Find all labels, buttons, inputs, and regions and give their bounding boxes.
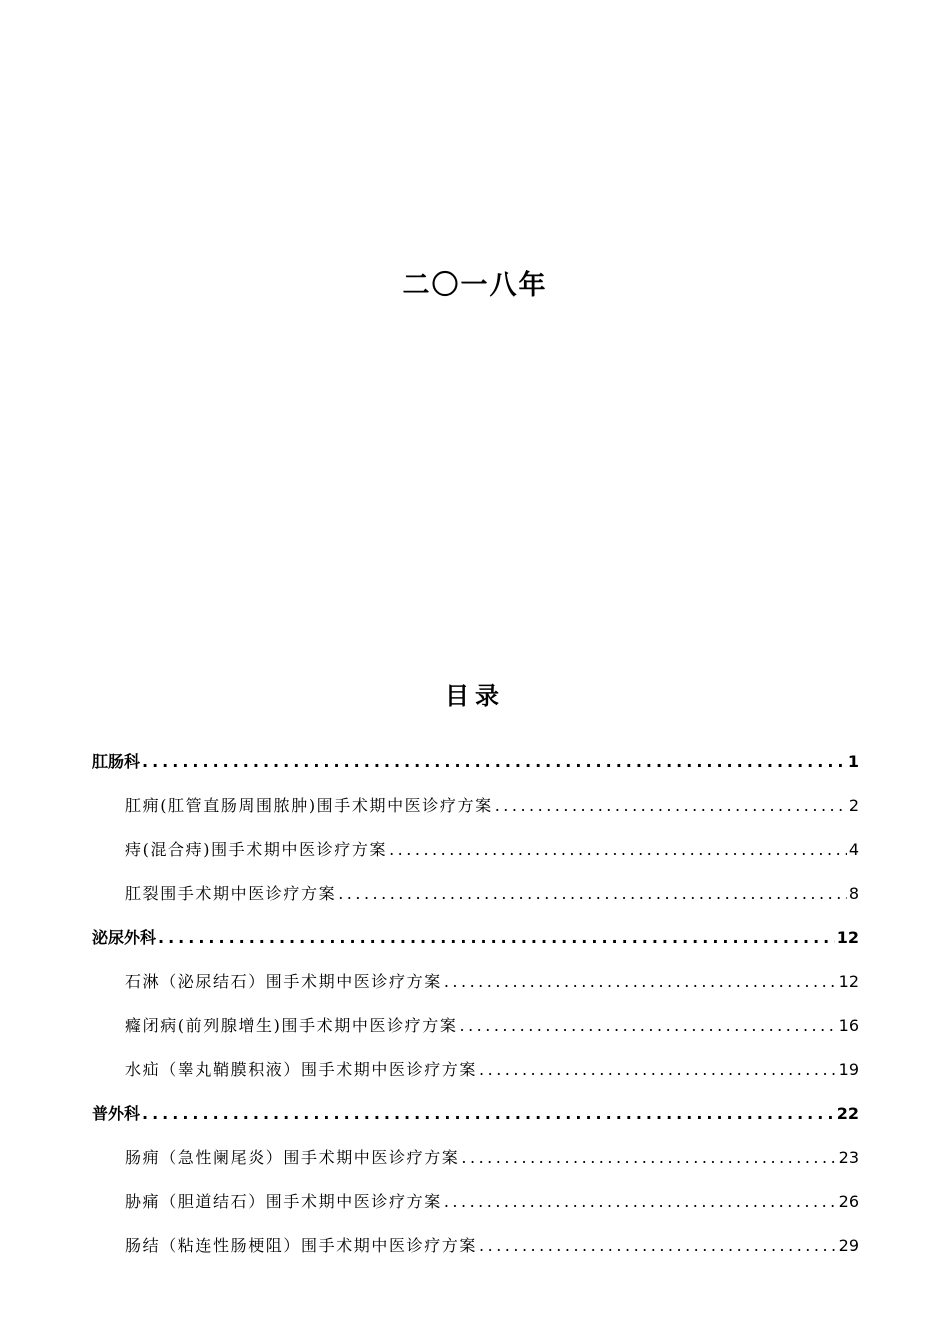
toc-entry-adhesive-obstruction[interactable] (92, 1228, 859, 1272)
toc-entry-label: 肛裂围手术期中医诊疗方案 (125, 884, 337, 903)
toc-entry-label: 痔(混合痔)围手术期中医诊疗方案 (125, 840, 388, 859)
toc-page-number: 4 (848, 840, 859, 859)
toc-page-number: 16 (838, 1016, 859, 1035)
toc-page-number: 12 (836, 928, 859, 947)
toc-entry-label: 肛痈(肛管直肠周围脓肿)围手术期中医诊疗方案 (125, 796, 493, 815)
toc-page-number: 1 (847, 752, 859, 771)
toc-entry-label: 石淋（泌尿结石）围手术期中医诊疗方案 (125, 972, 442, 991)
cover-year: 二〇一八年 (402, 270, 548, 301)
toc-page-number: 22 (836, 1104, 859, 1123)
toc-entry-label: 胁痛（胆道结石）围手术期中医诊疗方案 (125, 1192, 442, 1211)
toc-page-number: 26 (838, 1192, 859, 1211)
toc-entry-label: 水疝（睾丸鞘膜积液）围手术期中医诊疗方案 (125, 1060, 478, 1079)
toc-page-number: 19 (838, 1060, 859, 1079)
toc-entry-hydrocele[interactable] (92, 1052, 859, 1096)
toc-entry-prostatic-hyperplasia[interactable] (92, 1008, 859, 1052)
toc-title: 目录 (445, 682, 505, 710)
toc-page-number: 2 (848, 796, 859, 815)
toc-dot-leader (338, 876, 847, 912)
toc-page-number: 8 (848, 884, 859, 903)
toc-entry-anal-fissure[interactable] (92, 876, 859, 920)
table-of-contents (92, 744, 859, 1272)
toc-entry-label: 肠痈（急性阑尾炎）围手术期中医诊疗方案 (125, 1148, 460, 1167)
toc-entry-label: 肛肠科 (92, 752, 141, 771)
toc-entry-appendicitis[interactable] (92, 1140, 859, 1184)
toc-page-number: 29 (838, 1236, 859, 1255)
toc-dot-leader (461, 1140, 836, 1176)
toc-entry-biliary-stones[interactable] (92, 1184, 859, 1228)
toc-entry-anal-abscess[interactable] (92, 788, 859, 832)
toc-entry-urolithiasis[interactable] (92, 964, 859, 1008)
toc-section-urology[interactable] (92, 920, 859, 964)
toc-dot-leader (444, 964, 837, 1000)
toc-entry-label: 癃闭病(前列腺增生)围手术期中医诊疗方案 (125, 1016, 458, 1035)
toc-page-number: 23 (838, 1148, 859, 1167)
toc-page-number: 12 (838, 972, 859, 991)
toc-dot-leader (444, 1184, 837, 1220)
toc-section-general-surgery[interactable] (92, 1096, 859, 1140)
toc-dot-leader (389, 832, 847, 868)
toc-entry-label: 普外科 (92, 1104, 141, 1123)
toc-entry-label: 泌尿外科 (92, 928, 157, 947)
toc-dot-leader (479, 1052, 837, 1088)
toc-entry-label: 肠结（粘连性肠梗阻）围手术期中医诊疗方案 (125, 1236, 478, 1255)
toc-entry-hemorrhoids[interactable] (92, 832, 859, 876)
toc-section-anorectal[interactable] (92, 744, 859, 788)
toc-dot-leader (158, 920, 835, 956)
toc-dot-leader (142, 744, 846, 780)
toc-dot-leader (495, 788, 847, 824)
toc-dot-leader (460, 1008, 837, 1044)
toc-dot-leader (142, 1096, 835, 1132)
toc-dot-leader (479, 1228, 837, 1264)
